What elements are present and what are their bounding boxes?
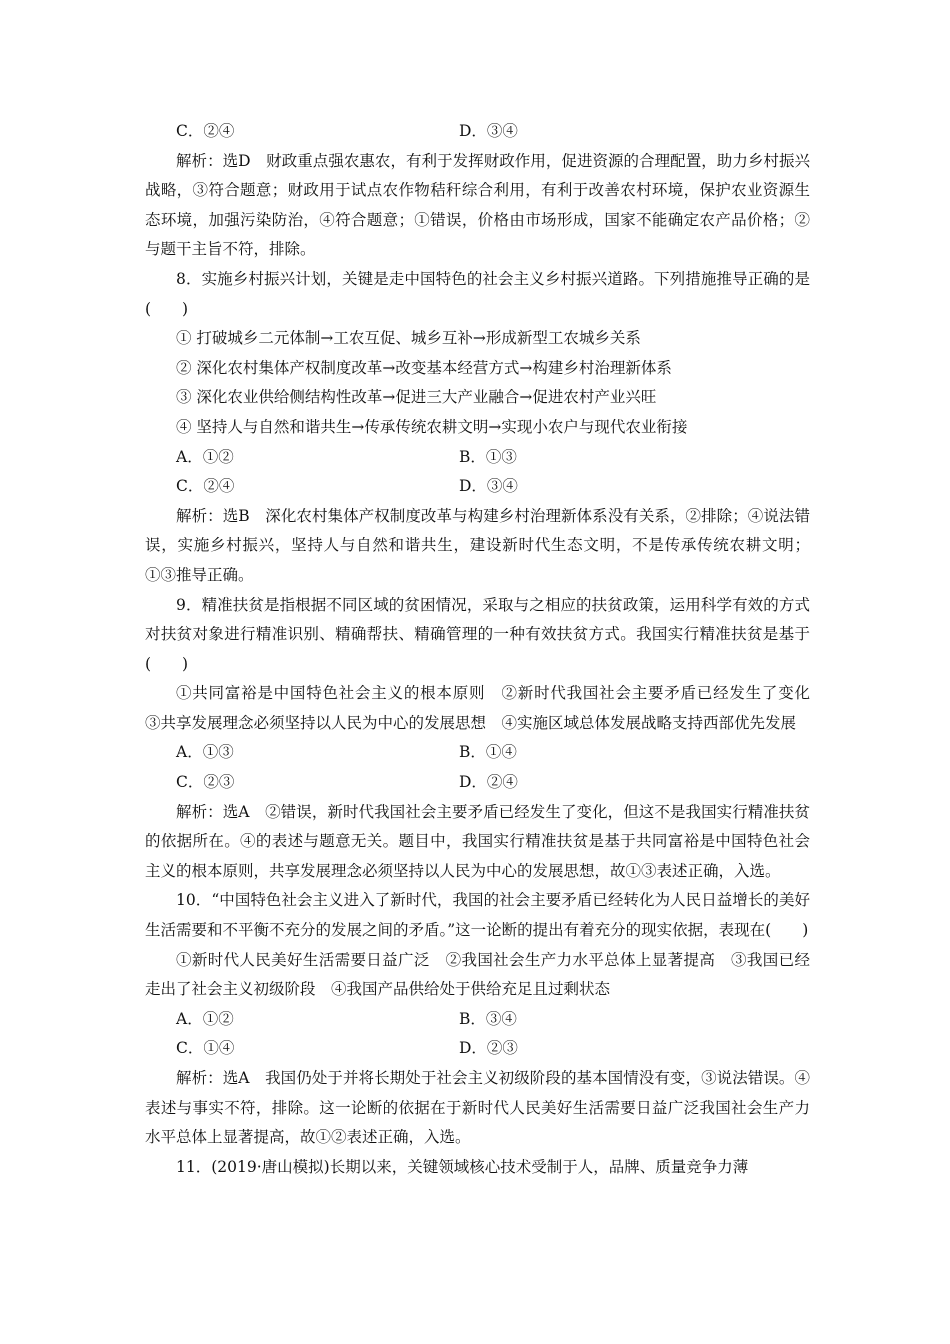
q8-item-2: ② 深化农村集体产权制度改革→改变基本经营方式→构建乡村治理新体系 <box>176 358 672 377</box>
q8-option-a: A．①② <box>176 447 234 466</box>
document-page <box>145 117 826 1182</box>
q8-option-c: C．②④ <box>176 477 235 496</box>
q8-options-row-2 <box>145 472 810 502</box>
q10-option-c: C．①④ <box>176 1039 235 1058</box>
q10-analysis: 解析：选A 我国仍处于并将长期处于社会主义初级阶段的基本国情没有变，③说法错误。④表述与事实不符，排除。这一论断的依据在于新时代人民美好生活需要日益广泛我国社会生产力水平总体上显著提高，故①②表述正确，入选。 <box>145 1069 810 1147</box>
q10-options-row-2 <box>145 1034 810 1064</box>
q11-stem: 11．(2019·唐山模拟)长期以来，关键领域核心技术受制于人，品牌、质量竞争力薄 <box>176 1157 749 1176</box>
q9-option-a: A．①③ <box>176 743 234 762</box>
q10-options-row-1 <box>145 1005 810 1035</box>
q8-analysis: 解析：选B 深化农村集体产权制度改革与构建乡村治理新体系没有关系，②排除；④说法错误，实施乡村振兴，坚持人与自然和谐共生，建设新时代生态文明，不是传承传统农耕文明；①③推导正确。 <box>145 506 810 584</box>
q8-item-4: ④ 坚持人与自然和谐共生→传承传统农耕文明→实现小农户与现代农业衔接 <box>176 417 688 436</box>
q8-option-b: B．①③ <box>459 447 517 466</box>
q8-option-d: D．③④ <box>459 477 518 496</box>
q10-option-b: B．③④ <box>459 1009 517 1028</box>
q9-options-row-1 <box>145 738 810 768</box>
q10-stem: 10．“中国特色社会主义进入了新时代，我国的社会主要矛盾已经转化为人民日益增长的美好生活需要和不平衡不充分的发展之间的矛盾。”这一论断的提出有着充分的现实依据，表现在( ) <box>145 891 810 940</box>
q8-options-row-1 <box>145 443 810 473</box>
q9-analysis: 解析：选A ②错误，新时代我国社会主要矛盾已经发生了变化，但这不是我国实行精准扶贫的依据所在。④的表述与题意无关。题目中，我国实行精准扶贫是基于共同富裕是中国特色社会主义的根本原则，共享发展理念必须坚持以人民为中心的发展思想，故①③表述正确，入选。 <box>145 802 810 880</box>
q8-item-1: ① 打破城乡二元体制→工农互促、城乡互补→形成新型工农城乡关系 <box>176 329 641 348</box>
q9-option-c: C．②③ <box>176 773 235 792</box>
q8-item-3: ③ 深化农业供给侧结构性改革→促进三大产业融合→促进农村产业兴旺 <box>176 388 657 407</box>
q9-option-d: D．②④ <box>459 773 518 792</box>
q7-option-c: C．②④ <box>176 122 235 140</box>
q9-option-b: B．①④ <box>459 743 517 762</box>
q7-analysis: 解析：选D 财政重点强农惠农，有利于发挥财政作用，促进资源的合理配置，助力乡村振兴战略，③符合题意；财政用于试点农作物秸秆综合利用，有利于改善农村环境，保护农业资源生态环境，加强污染防治，④符合题意；①错误，价格由市场形成，国家不能确定农产品价格；②与题干主旨不符，排除。 <box>145 151 810 259</box>
q9-items: ①共同富裕是中国特色社会主义的根本原则 ②新时代我国社会主要矛盾已经发生了变化 ③共享发展理念必须坚持以人民为中心的发展思想 ④实施区域总体发展战略支持西部优先发展 <box>145 684 826 732</box>
q9-stem: 9．精准扶贫是指根据不同区域的贫困情况，采取与之相应的扶贫政策，运用科学有效的方式对扶贫对象进行精准识别、精确帮扶、精确管理的一种有效扶贫方式。我国实行精准扶贫是基于( ) <box>145 595 810 673</box>
q9-options-row-2 <box>145 768 810 798</box>
q7-options-row-1 <box>145 117 810 147</box>
q10-option-d: D．②③ <box>459 1039 518 1058</box>
q10-items: ①新时代人民美好生活需要日益广泛 ②我国社会生产力水平总体上显著提高 ③我国已经走出了社会主义初级阶段 ④我国产品供给处于供给充足且过剩状态 <box>145 950 810 999</box>
q10-option-a: A．①② <box>176 1009 234 1028</box>
q7-option-d: D．③④ <box>459 122 518 140</box>
q8-stem: 8．实施乡村振兴计划，关键是走中国特色的社会主义乡村振兴道路。下列措施推导正确的是( ) <box>145 269 810 318</box>
